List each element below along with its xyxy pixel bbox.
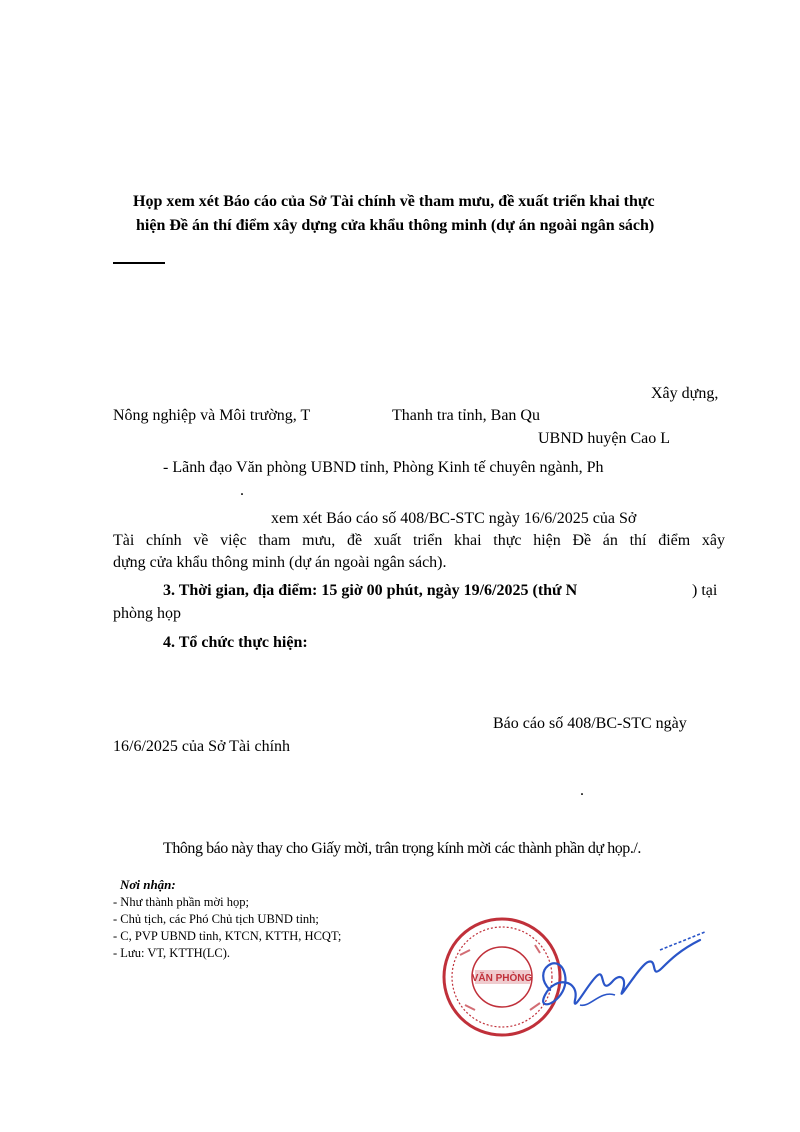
title-underline: [113, 262, 165, 264]
participants-line-2b: Thanh tra tỉnh, Ban Qu: [392, 407, 540, 424]
title-line-2: hiện Đề án thí điểm xây dựng cửa khẩu thông minh (dự án ngoài ngân sách): [136, 217, 655, 234]
participants-line-4: - Lãnh đạo Văn phòng UBND tỉnh, Phòng Kinh tế chuyên ngành, Ph: [163, 459, 604, 476]
org-line-2: 16/6/2025 của Sở Tài chính: [113, 738, 291, 755]
org-line-1: Báo cáo số 408/BC-STC ngày: [493, 715, 687, 732]
content-line-1: xem xét Báo cáo số 408/BC-STC ngày 16/6/2025 của Sở: [271, 510, 637, 527]
section3-line-1-tail: ) tại: [692, 582, 718, 599]
participants-line-3: UBND huyện Cao L: [538, 430, 670, 447]
closing-line: Thông báo này thay cho Giấy mời, trân trọng kính mời các thành phần dự họp./.: [163, 840, 641, 857]
participants-line-2a: Nông nghiệp và Môi trường, T: [113, 407, 311, 424]
participants-line-5: .: [240, 482, 244, 499]
section4-heading: 4. Tổ chức thực hiện:: [163, 634, 308, 651]
recipient-item: - Chủ tịch, các Phó Chủ tịch UBND tỉnh;: [113, 912, 319, 926]
signature: [520, 920, 710, 1030]
content-line-2: Tài chính về việc tham mưu, đề xuất triển khai thực hiện Đề án thí điểm xây: [113, 532, 725, 549]
title-line-1: Họp xem xét Báo cáo của Sở Tài chính về tham mưu, đề xuất triển khai thực: [133, 193, 655, 210]
content-line-3: dựng cửa khẩu thông minh (dự án ngoài ngân sách).: [113, 554, 447, 571]
recipients-heading: Nơi nhận:: [120, 877, 176, 892]
recipient-item: - C, PVP UBND tỉnh, KTCN, KTTH, HCQT;: [113, 929, 342, 943]
org-line-3: .: [580, 782, 584, 799]
recipient-item: - Lưu: VT, KTTH(LC).: [113, 946, 231, 960]
section3-line-2: phòng họp: [113, 605, 181, 622]
section3-line-1: 3. Thời gian, địa điểm: 15 giờ 00 phút, ngày 19/6/2025 (thứ N: [163, 582, 578, 599]
seal-text: VĂN PHÒNG: [471, 973, 533, 984]
participants-line-1: Xây dựng,: [651, 385, 719, 402]
recipient-item: - Như thành phần mời họp;: [113, 895, 249, 909]
